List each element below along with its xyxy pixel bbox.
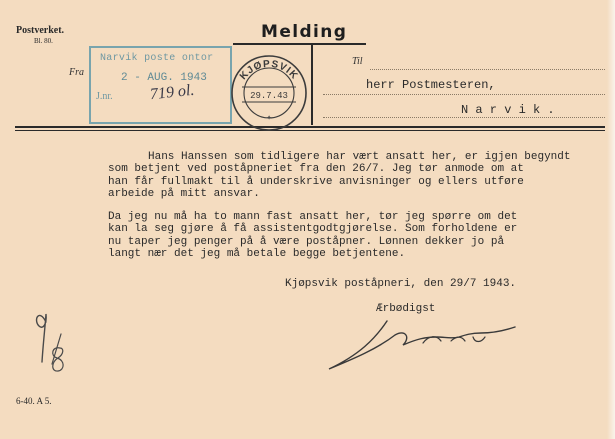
- postmark-place: KJØPSVIK: [237, 58, 301, 83]
- to-label: Til: [352, 56, 363, 67]
- handwritten-note-9-8: [30, 300, 75, 375]
- body-line: Hans Hanssen som tidligere har vært ansatt her, er igjen begyndt: [148, 151, 571, 163]
- place-and-date: Kjøpsvik poståpneri, den 29/7 1943.: [285, 278, 517, 290]
- postmark-stamp: [228, 52, 310, 134]
- recipient-line-1: herr Postmesteren,: [366, 78, 496, 92]
- postmark-date: 29.7.43: [250, 91, 288, 101]
- to-address-line-2: [323, 94, 605, 95]
- received-stamp-journal-number: 719 ol.: [149, 81, 196, 104]
- header-bottom-rule-2: [15, 130, 605, 131]
- received-stamp-journal-label: J.nr.: [96, 91, 113, 102]
- received-stamp-date: 2 - AUG. 1943: [121, 72, 207, 84]
- body-line: Da jeg nu må ha to mann fast ansatt her, tør jeg spørre om det: [108, 211, 518, 223]
- from-label: Fra: [69, 67, 84, 78]
- body-line: nu taper jeg penger på å være poståpner. Lønnen dekker jo på: [108, 235, 505, 248]
- body-line: han får fullmakt til å underskrive anvisninger og ellers utføre: [108, 175, 524, 188]
- title-underline: [233, 43, 366, 45]
- form-number: Bl. 80.: [34, 37, 53, 45]
- received-stamp-office: Narvik poste ontor: [100, 53, 214, 64]
- received-stamp: [89, 46, 232, 124]
- footer-code: 6-40. A 5.: [16, 396, 52, 406]
- to-address-line-1: [370, 69, 605, 70]
- signature: [325, 315, 520, 375]
- header-bottom-rule: [15, 126, 605, 128]
- body-paragraph-2: [108, 211, 517, 261]
- to-address-line-3: [323, 117, 605, 118]
- header-divider: [311, 45, 313, 125]
- form-title: Melding: [261, 22, 348, 42]
- organization-name: Postverket.: [16, 25, 65, 36]
- body-line: arbeide på mitt ansvar.: [108, 188, 260, 201]
- body-line: langt nær det jeg må betale begge betjentene.: [108, 248, 406, 261]
- recipient-line-2: N a r v i k .: [461, 103, 555, 117]
- body-paragraph-1: [108, 151, 570, 201]
- svg-text:✦: ✦: [266, 115, 272, 122]
- body-line: kan la seg gjøre å få assistentgodtgjørelse. Som forholdene er: [108, 223, 518, 236]
- body-line: som betjent ved poståpneriet fra den 26/7. Jeg tør anmode om at: [108, 163, 524, 176]
- closing: Ærbødigst: [376, 303, 436, 315]
